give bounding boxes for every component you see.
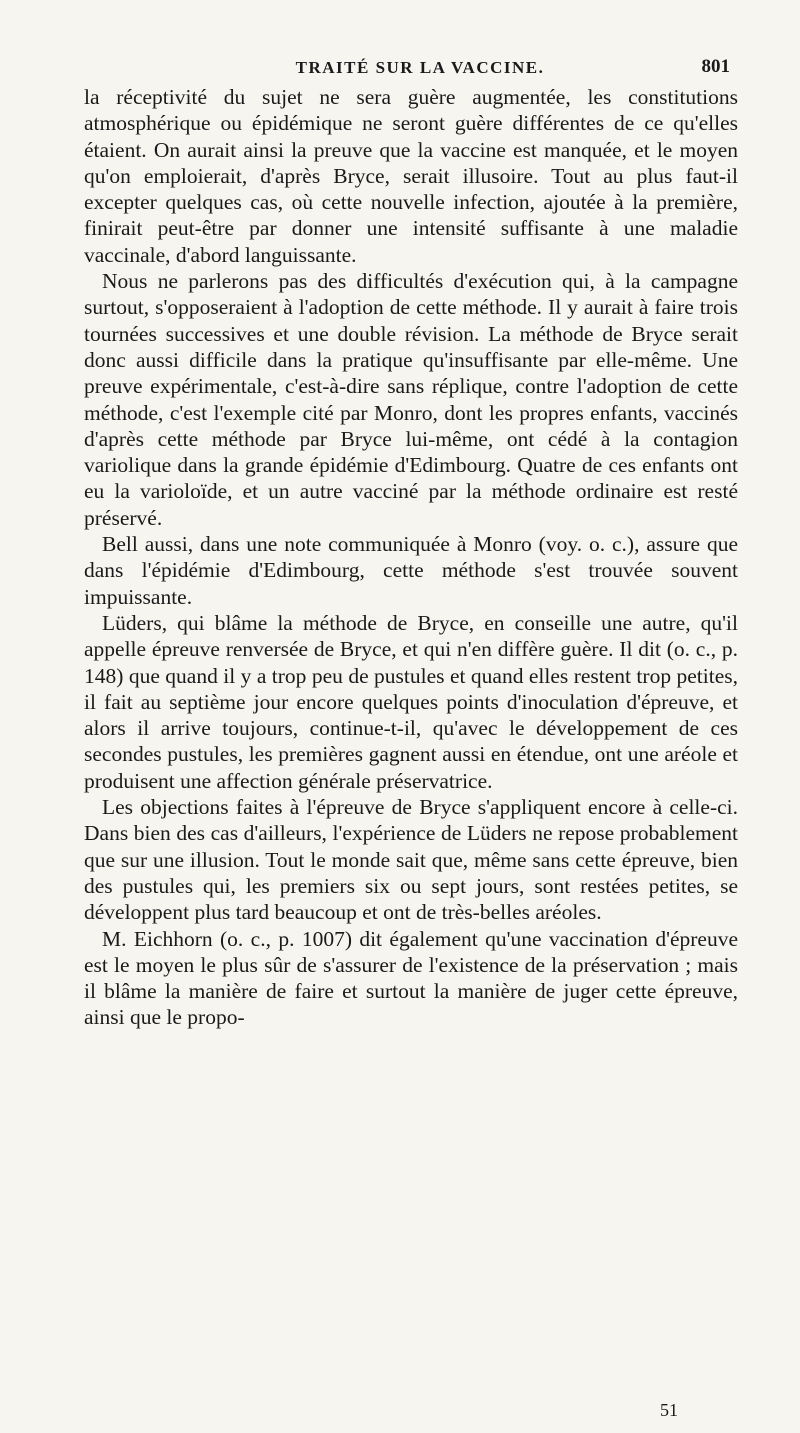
running-title: TRAITÉ SUR LA VACCINE. [295, 58, 545, 77]
paragraph: Les objections faites à l'épreuve de Bryce s'appliquent encore à celle-ci. Dans bien des cas d'ailleurs, l'expérience de Lüders ne repose probablement que sur une illusion. Tout le monde sait que, même sans cette épreuve, bien des pustules qui, les premiers six ou sept jours, sont restées petites, se développent plus tard beaucoup et ont de très-belles aréoles. [84, 795, 738, 925]
paragraph: Lüders, qui blâme la méthode de Bryce, en conseille une autre, qu'il appelle épreuve renversée de Bryce, et qui n'en diffère guère. Il dit (o. c., p. 148) que quand il y a trop peu de pustules et quand elles restent trop petites, il fait au septième jour encore quelques points d'inoculation d'épreuve, et alors il arrive toujours, continue-t-il, qu'avec le développement de ces secondes pustules, les premières gagnent aussi en étendue, ont une aréole et produisent une affection générale préservatrice. [84, 610, 738, 793]
page-number: 801 [701, 56, 730, 77]
paragraph: M. Eichhorn (o. c., p. 1007) dit également qu'une vaccination d'épreuve est le moyen le plus sûr de s'assurer de l'existence de la préservation ; mais il blâme la manière de faire et surtout la manière de juger cette épreuve, ainsi que le propo- [84, 926, 738, 1030]
paragraph: Nous ne parlerons pas des difficultés d'exécution qui, à la campagne surtout, s'opposeraient à l'adoption de cette méthode. Il y aurait à faire trois tournées successives et une double révision. La méthode de Bryce serait donc aussi difficile dans la pratique qu'insuffisante par elle-même. Une preuve expérimentale, c'est-à-dire sans réplique, contre l'adoption de cette méthode, c'est l'exemple cité par Monro, dont les propres enfants, vaccinés d'après cette méthode par Bryce lui-même, ont cédé à la contagion variolique dans la grande épidémie d'Edimbourg. Quatre de ces enfants ont eu la varioloïde, et un autre vacciné par la méthode ordinaire est resté préservé. [84, 269, 738, 530]
signature-mark: 51 [660, 1400, 678, 1420]
body-text [84, 84, 738, 1031]
paragraph: Bell aussi, dans une note communiquée à Monro (voy. o. c.), assure que dans l'épidémie d'Edimbourg, cette méthode s'est trouvée souvent impuissante. [84, 532, 738, 609]
paragraph: la réceptivité du sujet ne sera guère augmentée, les constitutions atmosphérique ou épidémique ne seront guère différentes de ce qu'elles étaient. On aurait ainsi la preuve que la vaccine est manquée, et le moyen qu'on emploierait, d'après Bryce, serait illusoire. Tout au plus faut-il excepter quelques cas, où cette nouvelle infection, ajoutée à la première, finirait peut-être par donner une intensité suffisante à une maladie vaccinale, d'abord languissante. [84, 85, 738, 267]
